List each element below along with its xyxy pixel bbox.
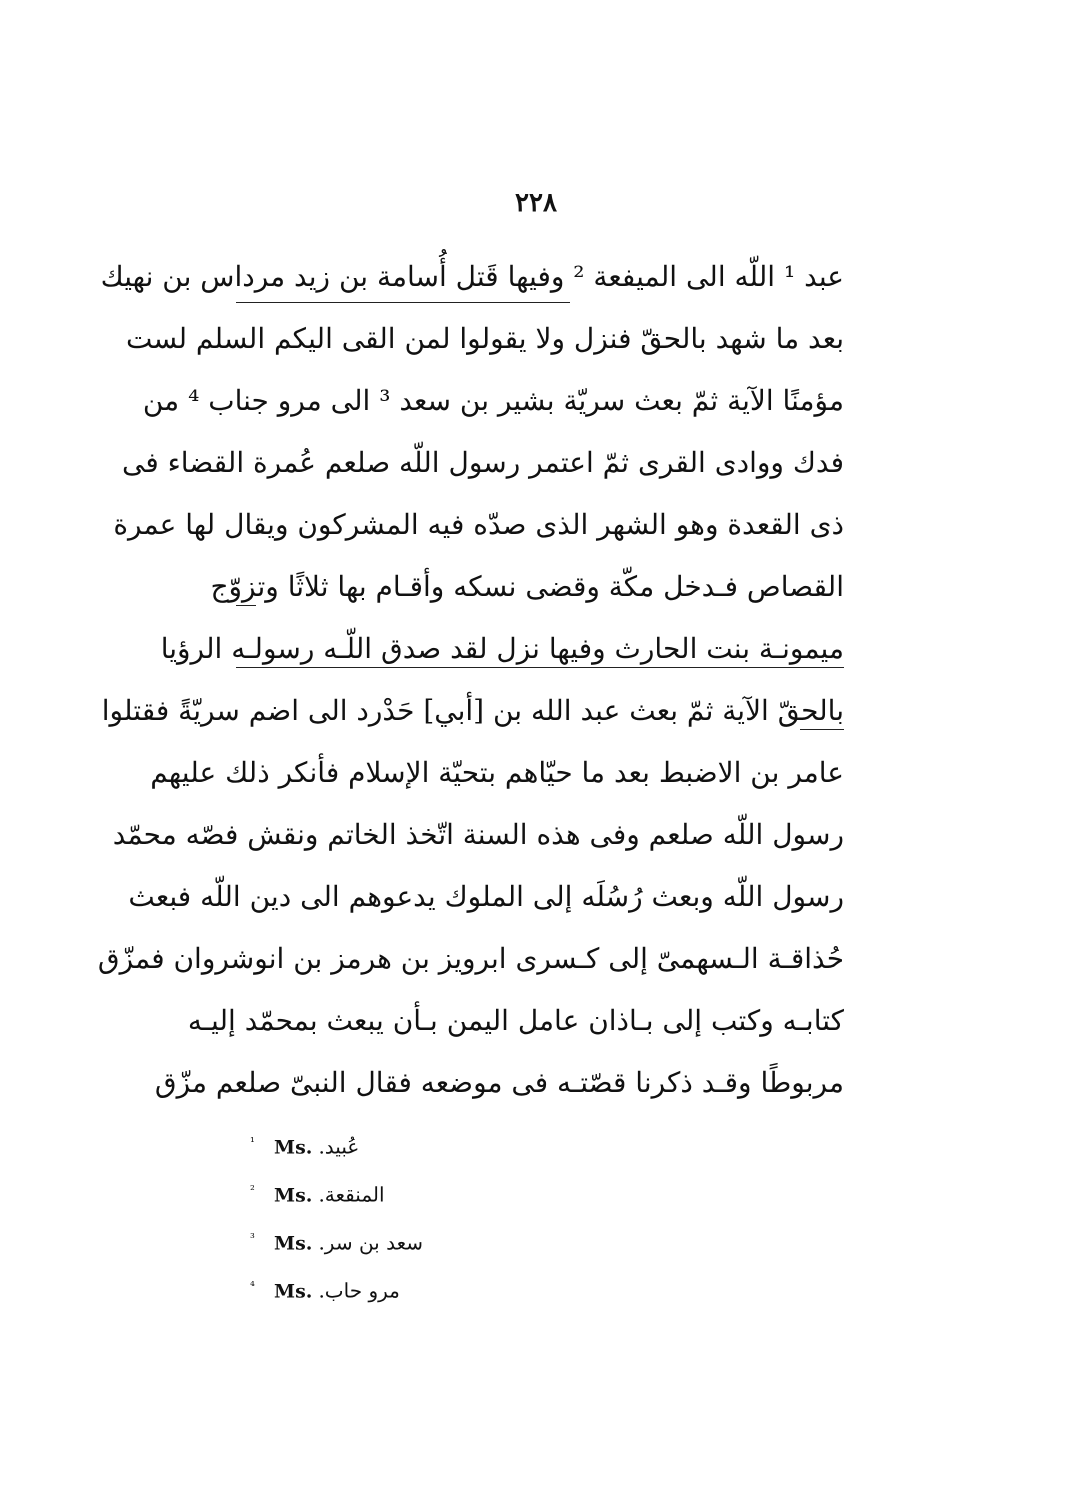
footnote xyxy=(250,1166,550,1214)
footnote xyxy=(250,1214,550,1262)
quote-underline xyxy=(800,729,844,730)
quote-underline xyxy=(236,605,256,606)
footnote-text: سعد بن سر. xyxy=(318,1230,423,1255)
page-number: ٢٢٨ xyxy=(515,188,557,218)
text-line: حُذاقـة الـسهمىّ إلى كـسرى ابرويز بن هرمز بن انوشروان فمزّق xyxy=(97,942,844,975)
footnotes xyxy=(250,1118,550,1310)
text-line: مؤمنًا الآية ثمّ بعث سريّة بشير بن سعد ³ الى مرو جناب ⁴ من xyxy=(142,384,844,417)
text-line: عبد ¹ اللّه الى الميفعة ² وفيها قَتل أُسامة بن زيد مرداس بن نهيك xyxy=(100,260,844,293)
main-text xyxy=(97,246,844,1114)
text-line: بالحقّ الآية ثمّ بعث عبد الله بن [أبي] حَدْرد الى اضم سريّةً فقتلوا xyxy=(101,694,844,727)
text-line: رسول اللّه صلعم وفى هذه السنة اتّخذ الخاتم ونقش فصّه محمّد xyxy=(112,818,844,851)
footnote-ms: Ms. xyxy=(274,1184,313,1207)
footnote-mark: ³ xyxy=(250,1231,255,1245)
text-line: بعد ما شهد بالحقّ فنزل ولا يقولوا لمن القى اليكم السلم لست xyxy=(126,322,844,355)
text-line: عامر بن الاضبط بعد ما حيّاهم بتحيّة الإسلام فأنكر ذلك عليهم xyxy=(150,756,844,789)
footnote xyxy=(250,1118,550,1166)
footnote-text: عُبيد. xyxy=(318,1134,360,1159)
footnote-mark: ⁴ xyxy=(250,1279,255,1293)
text-line: رسول اللّه وبعث رُسُلَه إلى الملوك يدعوهم الى دين اللّه فبعث xyxy=(128,880,844,913)
quote-underline xyxy=(236,302,570,303)
footnote-text: المنقعة. xyxy=(318,1182,385,1207)
quote-underline xyxy=(236,667,844,668)
footnote-ms: Ms. xyxy=(274,1280,313,1303)
text-line: ميمونـة بنت الحارث وفيها نزل لقد صدق اللّـه رسولـه الرؤيا xyxy=(160,632,844,665)
footnote-ms: Ms. xyxy=(274,1136,313,1159)
footnote-ms: Ms. xyxy=(274,1232,313,1255)
text-line: فدك ووادى القرى ثمّ اعتمر رسول اللّه صلعم عُمرة القضاء فى xyxy=(122,446,844,479)
text-line: القصاص فـدخل مكّة وقضى نسكه وأقـام بها ثلاثًا وتزوّج xyxy=(210,570,844,603)
footnote-mark: ² xyxy=(250,1183,255,1197)
footnote-mark: ¹ xyxy=(250,1135,255,1149)
footnote-text: مرو حاب. xyxy=(318,1278,400,1303)
text-line: كتابـه وكتب إلى بـاذان عامل اليمن بـأن يبعث بمحمّد إليـه xyxy=(187,1004,844,1037)
text-line: ذى القعدة وهو الشهر الذى صدّه فيه المشركون ويقال لها عمرة xyxy=(113,508,844,541)
text-line: مربوطًا وقـد ذكرنا قصّتـه فى موضعه فقال النبىّ صلعم مزّق xyxy=(154,1066,844,1099)
footnote xyxy=(250,1262,550,1310)
